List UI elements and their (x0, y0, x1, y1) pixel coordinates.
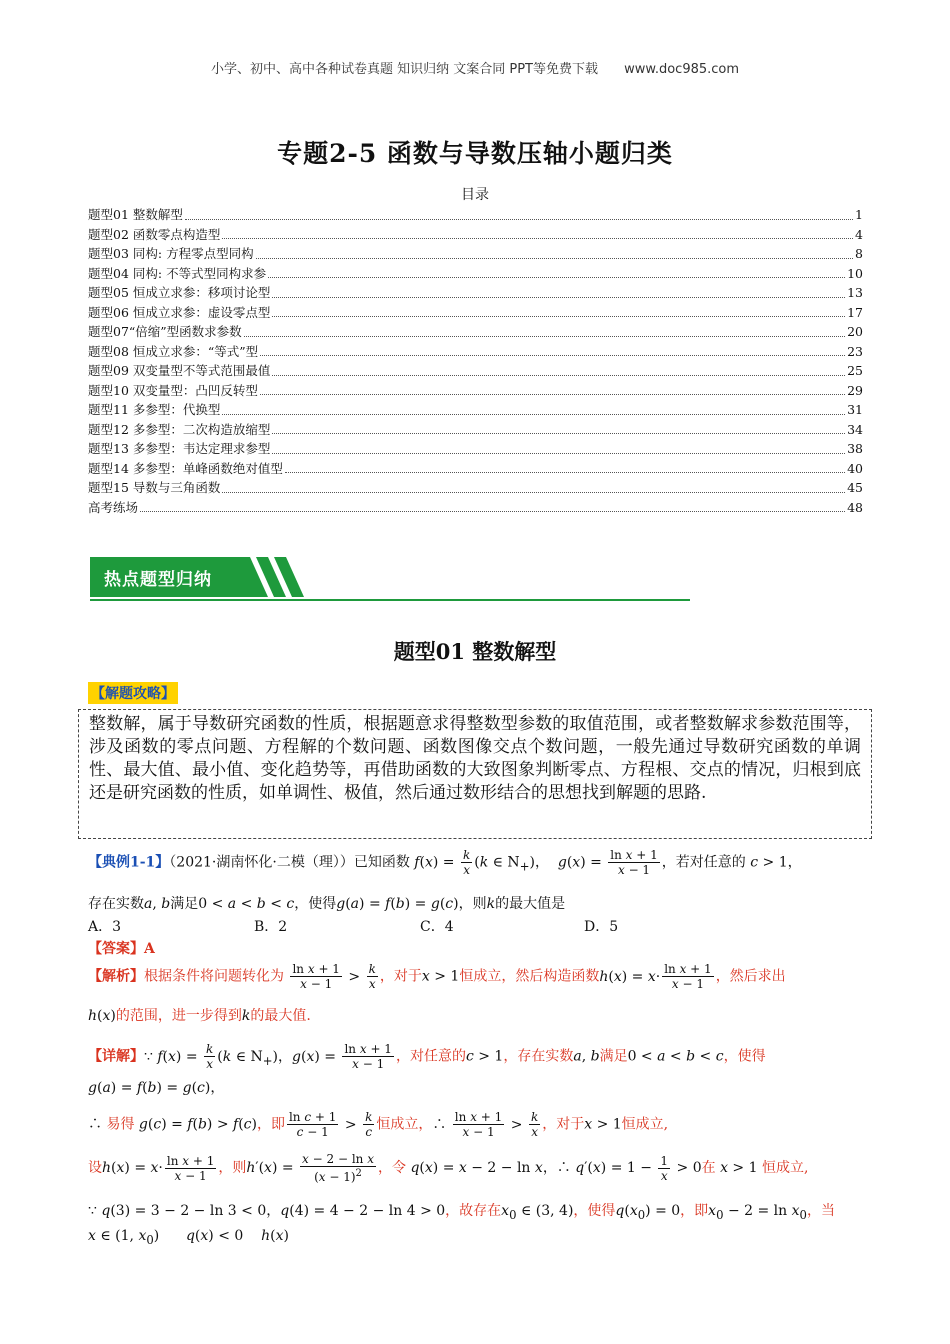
toc-entry-page: 48 (847, 499, 863, 515)
toc-leader (285, 472, 845, 473)
toc-leader (272, 297, 845, 298)
detail-line-5: ∵ q(3) = 3 − 2 − ln 3 < 0，q(4) = 4 − 2 − ln 4 > 0，故存在$x_0$ ∈ (3, 4)，使得$q(x_0) = 0$，即$x_0 - 2 = \ln x_0$，当 (88, 1203, 835, 1222)
toc-entry-page: 1 (855, 207, 863, 222)
banner-label: 热点题型归纳 (104, 570, 212, 590)
detail-line-1: 【详解】∵ f(x) = $\frac{k}{x}$ (k ∈ $N_+$)，g(x) = $\frac{\text{ln x + 1}}{x - 1}$ ，对任意的c > 1，存在实数a, b满足0 < a < b < c，使得 (88, 1042, 766, 1071)
toc-entry-page: 31 (847, 402, 863, 417)
toc-entry[interactable] (88, 303, 863, 323)
toc-entry[interactable] (88, 420, 863, 440)
fraction: $\frac{\text{ln x + 1}}{x - 1}$ (610, 848, 658, 877)
toc-entry-label: 题型01 整数解型 (88, 207, 183, 222)
toc-leader (272, 433, 845, 434)
toc-entry[interactable] (88, 205, 863, 225)
page-title: 专题2-5 函数与导数压轴小题归类 (277, 139, 673, 168)
toc-entry-page: 10 (847, 265, 863, 281)
analysis-line-1: 【解析】根据条件将问题转化为 $\frac{\text{ln x + 1}}{x - 1}$ > $\frac{k}{x}$ ，对于x > 1恒成立，然后构造函数h(x) = x· $\frac{\text{ln x + 1}}{x - 1}$ ，然后求出 (88, 962, 786, 991)
toc-entry-page: 40 (847, 460, 863, 476)
strategy-text: 整数解，属于导数研究函数的性质，根据题意求得整数型参数的取值范围，或者整数解求参数范围等，涉及函数的零点问题、方程解的个数问题、函数图像交点个数问题，一般先通过导数研究函数的单调性、最大值、最小值、变化趋势等，再借助函数的大致图象判断零点、方程根、交点的情况，归根到底还是研究函数的性质，如单调性、极值，然后通过数形结合的思想找到解题的思路. (89, 714, 861, 803)
toc-leader (222, 414, 845, 415)
toc-entry-page: 8 (855, 246, 863, 261)
toc-entry-label: 题型02 函数零点构造型 (88, 226, 221, 242)
toc-leader (260, 355, 845, 356)
toc-entry-page: 25 (847, 363, 863, 378)
toc-entry-page: 34 (847, 421, 863, 437)
toc-entry-page: 17 (847, 304, 863, 320)
toc-entry-page: 20 (847, 324, 863, 339)
fraction: $\frac{k}{x}$ (462, 848, 471, 877)
toc-entry[interactable] (88, 381, 863, 401)
toc-entry-label: 高考练场 (88, 499, 139, 515)
toc-entry-label: 题型05 恒成立求参：移项讨论型 (88, 285, 271, 300)
table-of-contents (88, 205, 863, 517)
option-d[interactable]: D．5 (584, 919, 619, 935)
toc-entry[interactable] (88, 322, 863, 342)
toc-leader (222, 238, 853, 239)
header-text: 小学、初中、高中各种试卷真题 知识归纳 文案合同 PPT等免费下载 (210, 62, 598, 77)
toc-entry[interactable] (88, 400, 863, 420)
detail-tag: 【详解】 (88, 1048, 144, 1065)
toc-entry-label: 题型04 同构: 不等式型同构求参 (88, 265, 267, 281)
toc-entry[interactable] (88, 361, 863, 381)
analysis-line-2: h(x)的范围，进一步得到k的最大值. (88, 1008, 311, 1024)
toc-entry-page: 29 (847, 382, 863, 398)
toc-entry[interactable] (88, 478, 863, 498)
strategy-tag: 【解题攻略】 (88, 682, 178, 704)
toc-entry-label: 题型15 导数与三角函数 (88, 480, 221, 495)
toc-leader (244, 336, 845, 337)
toc-entry[interactable] (88, 244, 863, 264)
toc-entry[interactable] (88, 459, 863, 479)
answer-value: A (144, 941, 155, 957)
toc-entry-page: 45 (847, 480, 863, 495)
analysis-tag: 【解析】 (88, 968, 144, 985)
answer-tag: 【答案】 (88, 941, 144, 957)
toc-leader (272, 375, 845, 376)
example-line-2: 存在实数a, b满足0 < a < b < c，使得g(a) = f(b) = g(c)，则k的最大值是 (88, 896, 566, 912)
toc-leader (272, 316, 845, 317)
toc-entry[interactable] (88, 342, 863, 362)
option-b[interactable]: B．2 (254, 919, 288, 935)
toc-leader (268, 277, 845, 278)
example-line-1: 【典例1-1】（2021·湖南怀化·二模（理））已知函数 f(x) = $\frac{k}{x}$ (k ∈ $N_+$)， g(x) = $\frac{\text{ln x + 1}}{x - 1}$ ，若对任意的 c > 1， (88, 848, 802, 877)
toc-entry[interactable] (88, 498, 863, 518)
example-tag: 【典例1-1】 (88, 854, 170, 871)
toc-entry-page: 13 (847, 285, 863, 300)
toc-leader (260, 394, 845, 395)
toc-heading: 目录 (461, 187, 489, 203)
toc-entry-page: 23 (847, 343, 863, 359)
toc-entry-page: 38 (847, 441, 863, 456)
banner-underline (90, 599, 690, 601)
toc-entry-label: 题型07“倍缩”型函数求参数 (88, 324, 242, 339)
detail-line-3: ∴ 易得 g(c) = f(b) > f(c)，即 $\frac{\text{ln c + 1}}{c - 1}$ > $\frac{k}{c}$ 恒成立，∴ $\frac{\text{ln x + 1}}{x - 1}$ > $\frac{k}{x}$ ，对于x > 1恒成立, (88, 1110, 669, 1139)
toc-entry-page: 4 (855, 226, 863, 242)
toc-entry-label: 题型08 恒成立求参：“等式”型 (88, 343, 259, 359)
toc-leader (185, 219, 853, 220)
example-source: （2021·湖南怀化·二模（理））已知函数 (169, 854, 410, 871)
page-header (0, 58, 950, 77)
option-c[interactable]: C．4 (420, 919, 454, 935)
toc-leader (256, 258, 853, 259)
toc-entry[interactable] (88, 225, 863, 245)
toc-entry[interactable] (88, 439, 863, 459)
toc-leader (222, 492, 845, 493)
header-site[interactable]: www.doc985.com (624, 62, 740, 77)
toc-leader (140, 511, 845, 512)
toc-entry-label: 题型12 多参型：二次构造放缩型 (88, 421, 271, 437)
toc-entry-label: 题型13 多参型：韦达定理求参型 (88, 441, 271, 456)
toc-entry-label: 题型06 恒成立求参：虚设零点型 (88, 304, 271, 320)
section-title: 题型01 整数解型 (393, 639, 557, 664)
toc-entry-label: 题型14 多参型：单峰函数绝对值型 (88, 460, 283, 476)
option-a[interactable]: A．3 (88, 919, 122, 935)
formula-f: f (414, 854, 420, 871)
toc-entry-label: 题型03 同构: 方程零点型同构 (88, 246, 254, 261)
detail-line-2: g(a) = f(b) = g(c)， (88, 1080, 225, 1096)
toc-leader (272, 453, 845, 454)
answer-line (88, 938, 155, 958)
toc-entry-label: 题型10 双变量型：凸凹反转型 (88, 382, 258, 398)
toc-entry-label: 题型09 双变量型不等式范围最值 (88, 363, 271, 378)
toc-entry-label: 题型11 多参型：代换型 (88, 402, 221, 417)
detail-line-4: 设h(x) = x· $\frac{\text{ln x + 1}}{x - 1}$ ，则h′(x) = $\frac{\text{x − 2 − ln x}}{(x - 1)^2}$ ，令 q(x) = x − 2 − ln x，∴ q′(x) = 1 − $\frac{1}{x}$ > 0在 x > 1 恒成立, (88, 1152, 809, 1184)
toc-entry[interactable] (88, 264, 863, 284)
strategy-box (78, 709, 872, 839)
toc-entry[interactable] (88, 283, 863, 303)
detail-line-6: x ∈ (1, $x_0$) q(x) < 0 h(x) (88, 1228, 289, 1247)
